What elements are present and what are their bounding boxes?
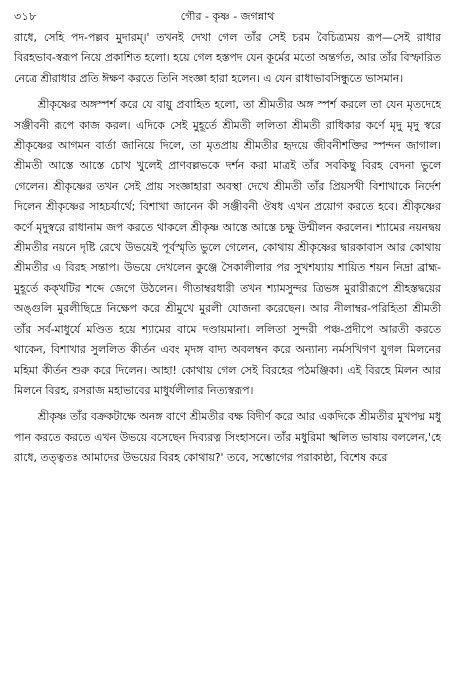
- page-header: [14, 6, 441, 26]
- page-number: ৩১৮: [14, 10, 37, 23]
- paragraph: শ্রীকৃষ্ণের অঙ্গস্পর্শ করে যে বায়ু প্রবাহিত হলো, তা শ্রীমতীর অঙ্গ স্পর্শ করলে তা যেন মৃতদেহে সঞ্জীবনী রূপে কাজ করল। এদিকে সেই মুহূর্তে শ্রীমতী ললিতা শ্রীমতী রাধিকার কর্ণে মৃদু মৃদু স্বরে শ্রীকৃষ্ণের আগমন বার্তা জানিয়ে দিলে, তা মৃতপ্রায় শ্রীমতীর হৃদয়ে জীবনীশক্তির স্পন্দন জাগাল। শ্রীমতী আস্তে আস্তে চোখ খুলেই প্রাণবল্লভকে দর্শন করা মাত্রই তাঁর সবকিছু বিরহ বেদনা ভুলে গেলেন। শ্রীকৃষ্ণের তখন সেই প্রায় সংজ্ঞাহারা অবস্থা দেখে শ্রীমতী তাঁর প্রিয়সখী বিশাখাকে নির্দেশ দিলেন শ্রীকৃষ্ণের সাহচর্যার্থে; বিশাখা জানেন কী সঞ্জীবনী ঔষধ এখন প্রয়োগ করতে হবে। শ্রীকৃষ্ণের কর্ণে মৃদুস্বরে রাধানাম জপ করতে থাকলে শ্রীকৃষ্ণ আস্তে আস্তে চক্ষু উন্মীলন করলেন। শ্যামের নয়নদ্বয় শ্রীমতীর নয়নে দৃষ্টি রেখে উভয়েই পূর্বস্মৃতি ভুলে গেলেন, কোথায় শ্রীকৃষ্ণের দ্বারকাবাস আর কোথায় শ্রীমতীর এ বিরহ সন্তাপ। উভয়ে দেখলেন কুঞ্জে সৈকালীলার পর সুখশয্যায় শায়িত শয়ন নিদ্রা ব্রাহ্ম-মুহূর্তে কক্খটির শব্দে জেগে উঠলেন। গীতাম্বরধারী তখন শ্যামসুন্দর ত্রিভঙ্গ মুরারীরূপে শ্রীহস্তদ্বয়ের অঙ্গুলি মুরলীছিদ্রে নিক্ষেপ করে শ্রীমুখে মুরলী যোজনা করেছেন। আর নীলাম্বর-পরিহিতা শ্রীমতী তাঁর সর্ব-মাধুর্যে মণ্ডিত হয়ে শ্যামের বামে দণ্ডায়মানা। ললিতা সুন্দরী পঞ্চ-প্রদীপে আরতী করতে থাকেন, বিশাখার সুললিত কীর্তন এবং মৃদঙ্গ বাদ্য অবলম্বন করে অন্যান্য নর্মসখিগণ যুগল মিলনের মহিমা কীর্তন শুরু করে দিলেন। আহা! কোথায় গেল সেই বিরহের পঠমঞ্জিকা। এই বিরহে মিলন আর মিলনে বিরহ, রসরাজ মহাভাবের মাধুর্যলীলার নিত্যস্বরূপ।: [14, 98, 441, 397]
- paragraph: শ্রীকৃষ্ণ তাঁর বক্রকটাক্ষে অনঙ্গ বাণে শ্রীমতীর বক্ষ বিদীর্ণ করে আর একদিকে শ্রীমতীর মুখপদ্ম মধু পান করতে করতে এখন উভয়ে বসেছেন দিব্যরত্ন সিংহাসনে। তাঁর মধুরিমা স্খলিত ভাষায় বললেন,'হে রাধে, তত্ত্বতঃ আমাদের উভয়ের বিরহ কোথায়?' তবে, সম্ভোগের পরাকাষ্ঠা, বিশেষ করে: [14, 410, 441, 465]
- paragraph: রাধে, সেহি পদ-পল্লব মুদারম্।' তখনই দেখা গেল তাঁর সেই চরম বৈচিত্র্যময় রূপ—সেই রাধার বিরহভাব-স্বরূপ নিয়ে প্রকাশিত হলো। হয়ে গেল হস্তপদ যেন কূর্মের মতো অন্তর্গত, আর তাঁর বিস্ফারিত নেত্রে শ্রীরাধার প্রতি ঈক্ষণ করতে তিনি সংজ্ঞা হারা হলেন। এ যেন রাধাভাবসিন্ধুতে ভাসমান।: [14, 31, 441, 85]
- page-body: [14, 28, 441, 693]
- running-title: গৌর - কৃষ্ণ - জগন্নাথ: [180, 10, 275, 23]
